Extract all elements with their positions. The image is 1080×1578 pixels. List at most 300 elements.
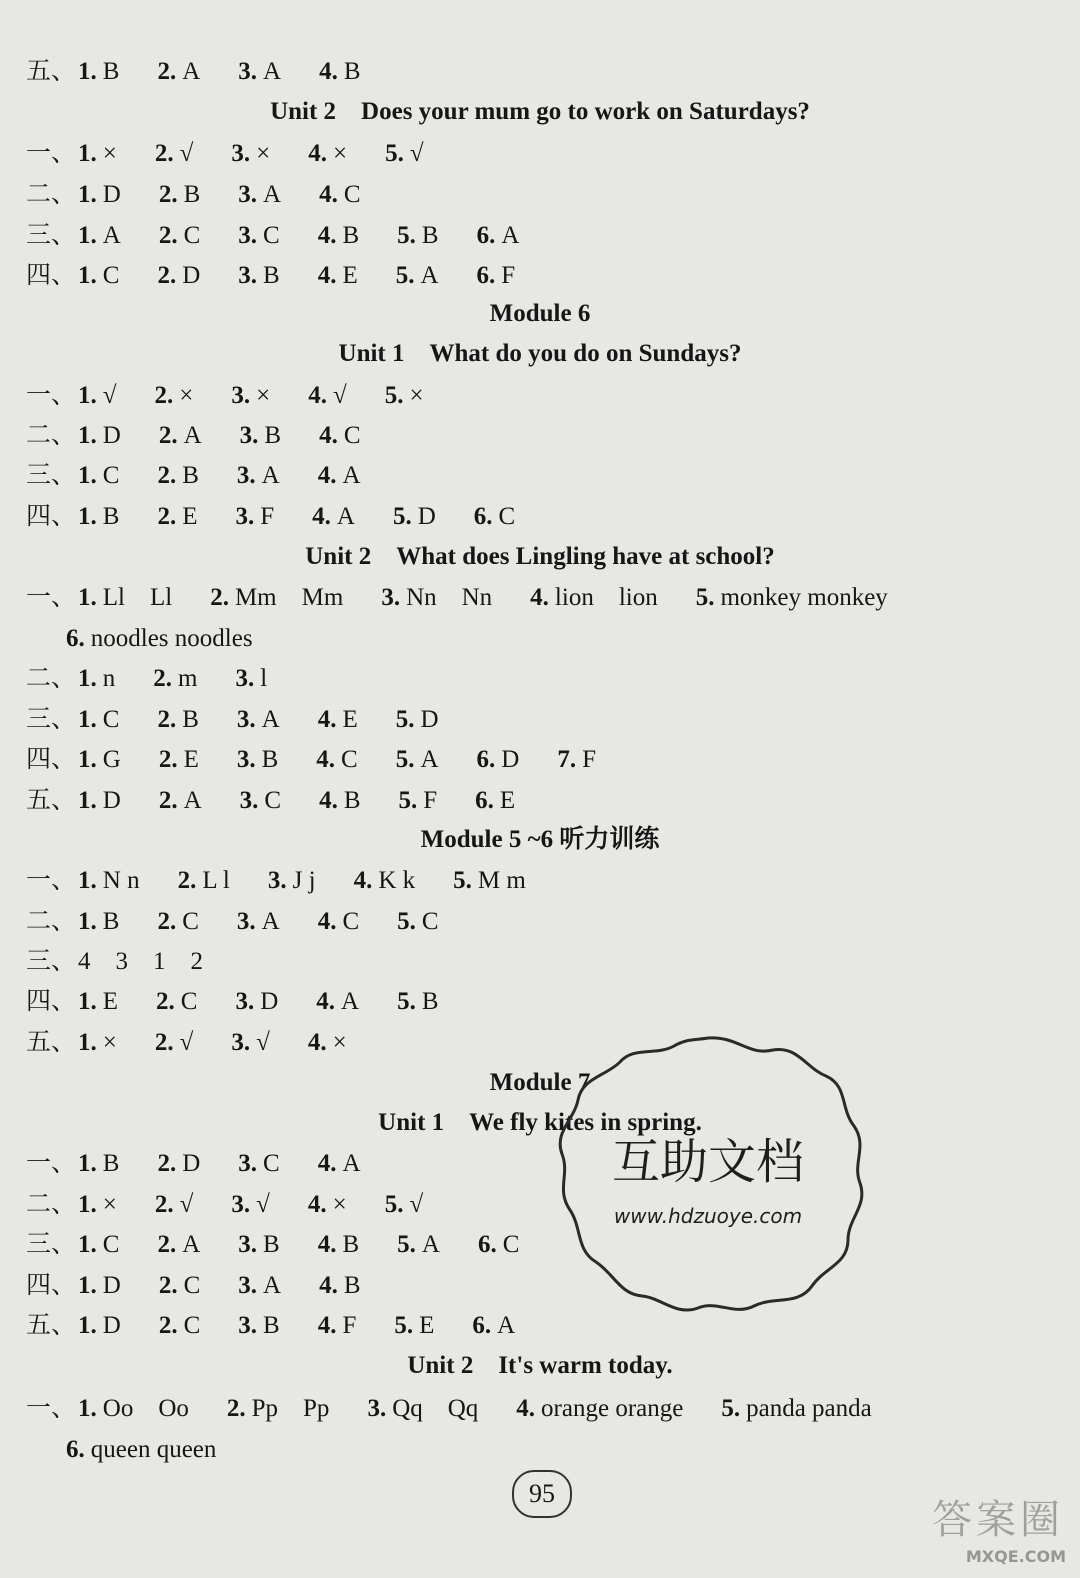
answer-value: Qq Qq <box>392 1395 479 1422</box>
answer-number: 5. <box>721 1395 741 1422</box>
answer-value: N n <box>102 867 140 894</box>
answer-number: 2. <box>158 1272 178 1299</box>
answer-value: A <box>336 503 355 530</box>
answer-number: 3. <box>238 58 258 85</box>
answer-item <box>312 497 355 537</box>
answer-row <box>26 1266 930 1306</box>
answer-value: orange orange <box>541 1395 684 1422</box>
stamp-url: www.hdzuoye.com <box>613 1204 803 1228</box>
answer-item <box>477 256 516 296</box>
answer-number: 6. <box>476 746 496 773</box>
answer-item <box>381 578 492 618</box>
answer-item <box>238 1266 281 1306</box>
answer-value: E <box>499 787 516 814</box>
answer-number: 3. <box>239 422 259 449</box>
answer-value: √ <box>409 140 424 167</box>
answer-number: 6. <box>475 787 494 814</box>
answer-number: 1. <box>78 1272 97 1299</box>
answer-number: 4. <box>307 1191 327 1218</box>
answer-value: √ <box>102 382 117 409</box>
answer-item <box>397 902 438 942</box>
answer-item <box>318 1144 361 1184</box>
answer-row <box>26 700 930 740</box>
page-number: 95 <box>512 1470 572 1518</box>
answer-value: C <box>343 181 361 208</box>
answer-item <box>78 700 119 740</box>
answer-value: × <box>102 1191 117 1218</box>
answer-item <box>78 52 119 92</box>
answer-number: 6. <box>477 1231 497 1258</box>
answer-number: 2. <box>158 787 178 814</box>
answer-number: 2. <box>158 746 178 773</box>
answer-value: B <box>342 1231 360 1258</box>
answer-item <box>235 497 274 537</box>
answer-item <box>156 982 197 1022</box>
answer-value: F <box>501 262 516 289</box>
answer-row <box>26 1225 930 1265</box>
answer-item <box>238 256 279 296</box>
question-section-label: 二、 <box>26 1191 77 1218</box>
question-section-label: 五、 <box>26 1312 77 1339</box>
answer-value: D <box>102 1312 121 1339</box>
section-heading: Module 7 <box>489 1069 591 1096</box>
answer-value: C <box>102 462 120 489</box>
answer-item <box>237 456 280 496</box>
answer-number: 6. <box>472 1312 492 1339</box>
answer-value: n <box>102 665 116 692</box>
answer-number: 4. <box>530 584 549 611</box>
answer-item <box>66 1430 216 1470</box>
answer-number: 1. <box>78 503 97 530</box>
answer-number: 1. <box>78 988 97 1015</box>
answer-row <box>26 497 930 537</box>
question-section-label: 一、 <box>26 867 77 894</box>
answer-number: 6. <box>473 503 493 530</box>
answer-item <box>475 781 515 821</box>
answer-number: 3. <box>231 140 251 167</box>
answer-number: 4. <box>316 988 336 1015</box>
answer-item <box>477 740 520 780</box>
answer-value: × <box>332 140 348 167</box>
answer-value: E <box>342 262 358 289</box>
answer-value: D <box>260 988 279 1015</box>
answer-item <box>78 216 121 256</box>
answer-item <box>157 700 198 740</box>
answer-value: × <box>102 140 117 167</box>
question-section-label: 三、 <box>26 706 77 733</box>
answer-value: B <box>343 1272 361 1299</box>
answer-item <box>157 52 200 92</box>
answer-value: E <box>342 706 358 733</box>
answer-number: 4. <box>319 181 338 208</box>
answer-value: A <box>497 1312 516 1339</box>
answer-number: 3. <box>236 462 256 489</box>
answer-number: 5. <box>695 584 715 611</box>
question-section-label: 二、 <box>26 181 77 208</box>
question-section-label: 一、 <box>26 140 77 167</box>
answer-item <box>319 416 360 456</box>
answer-item <box>237 700 280 740</box>
answer-item <box>240 416 281 456</box>
answer-value: B <box>343 58 361 85</box>
answer-number: 2. <box>157 503 177 530</box>
answer-number: 4. <box>319 787 338 814</box>
answer-number: 4. <box>317 1312 337 1339</box>
answer-number: 3. <box>238 181 258 208</box>
answer-item <box>319 781 360 821</box>
answer-number: 3. <box>238 1312 258 1339</box>
answer-number: 3. <box>236 746 256 773</box>
section-heading: Unit 2 It's warm today. <box>407 1352 673 1379</box>
answer-number: 3. <box>238 1272 258 1299</box>
answer-item <box>78 416 121 456</box>
answer-item <box>157 456 198 496</box>
answer-item <box>159 1306 200 1346</box>
answer-item <box>155 134 193 174</box>
answer-row <box>66 619 930 659</box>
answer-item <box>396 700 439 740</box>
answer-item <box>78 942 203 982</box>
answer-value: B <box>342 222 360 249</box>
answer-value: B <box>264 422 282 449</box>
answer-number: 1. <box>78 222 97 249</box>
answer-value: Oo Oo <box>102 1395 189 1422</box>
answer-value: A <box>182 58 201 85</box>
answer-value: × <box>102 1029 117 1056</box>
answer-number: 1. <box>78 1191 97 1218</box>
answer-number: 1. <box>78 1150 97 1177</box>
answer-row <box>26 1389 930 1429</box>
answer-number: 2. <box>226 1395 246 1422</box>
question-section-label: 一、 <box>26 1395 77 1422</box>
answer-value: A <box>341 988 360 1015</box>
answer-number: 4. <box>316 746 336 773</box>
answer-item <box>78 1144 119 1184</box>
question-section-label: 三、 <box>26 462 77 489</box>
answer-value: J j <box>292 867 316 894</box>
answer-item <box>268 861 316 901</box>
answer-value: √ <box>256 1029 270 1056</box>
answer-number: 2. <box>154 1191 174 1218</box>
answer-row <box>66 1430 930 1470</box>
answer-number: 3. <box>238 1150 258 1177</box>
answer-number: 3. <box>239 787 259 814</box>
answer-item <box>453 861 526 901</box>
answer-number: 5. <box>397 1231 416 1258</box>
answer-number: 6. <box>66 1436 85 1463</box>
answer-value: D <box>182 1150 201 1177</box>
answer-value: G <box>102 746 121 773</box>
answer-number: 1. <box>78 58 97 85</box>
answer-value: F <box>582 746 597 773</box>
answer-number: 5. <box>397 988 416 1015</box>
answer-item <box>235 982 278 1022</box>
answer-item <box>472 1306 515 1346</box>
answer-number: 2. <box>158 222 178 249</box>
answer-number: 2. <box>177 867 197 894</box>
answer-value: K k <box>378 867 416 894</box>
answer-item <box>78 1185 117 1225</box>
answer-row <box>26 1023 930 1063</box>
answer-value: A <box>420 262 439 289</box>
answer-number: 4. <box>312 503 331 530</box>
answer-number: 4. <box>307 1029 327 1056</box>
question-section-label: 一、 <box>26 584 77 611</box>
answer-value: B <box>421 988 439 1015</box>
answer-value: E <box>182 503 198 530</box>
answer-number: 4. <box>308 382 327 409</box>
answer-item <box>318 456 361 496</box>
answer-value: 4 3 1 2 <box>78 948 204 975</box>
answer-number: 4. <box>319 422 338 449</box>
answer-number: 5. <box>384 1191 404 1218</box>
answer-number: 5. <box>392 503 412 530</box>
answer-value: Nn Nn <box>406 584 493 611</box>
answer-value: B <box>183 181 201 208</box>
corner-watermark-logo <box>890 1488 1070 1568</box>
answer-item <box>385 1185 423 1225</box>
answer-number: 3. <box>381 584 401 611</box>
answer-value: F <box>423 787 438 814</box>
answer-row <box>26 1144 930 1184</box>
answer-item <box>238 52 281 92</box>
answer-number: 3. <box>238 222 258 249</box>
answer-value: noodles noodles <box>90 625 253 652</box>
answer-number: 1. <box>78 706 97 733</box>
answer-item <box>227 1389 330 1429</box>
answer-item <box>319 175 360 215</box>
answer-value: C <box>343 422 361 449</box>
answer-number: 2. <box>157 1150 177 1177</box>
answer-row <box>26 902 930 942</box>
answer-value: D <box>102 181 121 208</box>
answer-value: C <box>264 787 282 814</box>
answer-value: lion lion <box>554 584 658 611</box>
answer-number: 4. <box>317 1231 337 1258</box>
answer-item <box>238 1306 279 1346</box>
answer-item <box>159 416 202 456</box>
answer-value: l <box>260 665 268 692</box>
answer-item <box>78 740 121 780</box>
answer-number: 4. <box>516 1395 536 1422</box>
answer-item <box>78 781 121 821</box>
answer-value: √ <box>256 1191 270 1218</box>
question-section-label: 三、 <box>26 222 77 249</box>
answer-number: 4. <box>317 462 337 489</box>
answer-item <box>159 175 200 215</box>
answer-number: 7. <box>557 746 577 773</box>
answer-row <box>26 781 930 821</box>
answer-item <box>399 781 438 821</box>
answer-row <box>26 256 930 296</box>
answer-number: 6. <box>476 222 496 249</box>
answer-number: 2. <box>157 706 177 733</box>
section-heading: Unit 2 Does your mum go to work on Saturdays? <box>270 98 810 125</box>
answer-number: 2. <box>157 1231 177 1258</box>
answer-number: 3. <box>235 988 255 1015</box>
answer-item <box>238 1144 279 1184</box>
answer-value: C <box>102 262 120 289</box>
answer-value: √ <box>179 1191 194 1218</box>
answer-row <box>26 52 930 92</box>
answer-row <box>26 1185 930 1225</box>
answer-item <box>153 659 197 699</box>
answer-item <box>396 256 439 296</box>
answer-item <box>157 1225 200 1265</box>
answer-value: A <box>182 1231 201 1258</box>
answer-number: 3. <box>267 867 287 894</box>
answer-number: 1. <box>78 181 97 208</box>
answer-item <box>157 902 198 942</box>
answer-value: A <box>261 462 280 489</box>
answer-value: × <box>256 140 271 167</box>
answer-item <box>397 982 438 1022</box>
answer-item <box>316 982 359 1022</box>
answer-number: 3. <box>236 706 256 733</box>
answer-item <box>721 1389 871 1429</box>
answer-row <box>26 578 930 618</box>
answer-value: C <box>498 503 516 530</box>
question-section-label: 五、 <box>26 1029 77 1056</box>
answer-value: D <box>102 422 121 449</box>
answer-item <box>318 216 359 256</box>
answer-value: C <box>263 222 280 249</box>
answer-item <box>157 1144 200 1184</box>
answer-number: 5. <box>453 867 472 894</box>
answer-number: 2. <box>158 181 178 208</box>
answer-number: 1. <box>78 787 97 814</box>
answer-value: A <box>421 1231 440 1258</box>
question-section-label: 四、 <box>26 262 77 289</box>
answer-number: 2. <box>158 422 178 449</box>
answer-number: 3. <box>238 1231 258 1258</box>
section-heading: Unit 1 We fly kites in spring. <box>378 1109 702 1136</box>
answer-value: monkey monkey <box>720 584 888 611</box>
answer-item <box>78 376 116 416</box>
question-section-label: 四、 <box>26 746 77 773</box>
answer-number: 1. <box>78 908 97 935</box>
answer-item <box>78 1389 189 1429</box>
answer-item <box>66 619 253 659</box>
answer-value: E <box>102 988 119 1015</box>
answer-value: E <box>419 1312 435 1339</box>
answer-item <box>397 1225 440 1265</box>
answer-number: 4. <box>319 1272 338 1299</box>
answer-item <box>385 134 423 174</box>
answer-number: 5. <box>398 787 418 814</box>
section-heading: Unit 2 What does Lingling have at school? <box>305 543 775 570</box>
answer-number: 2. <box>157 462 177 489</box>
answer-item <box>393 497 436 537</box>
answer-value: B <box>343 787 361 814</box>
answer-item <box>159 1266 200 1306</box>
answer-value: B <box>421 222 439 249</box>
question-section-label: 三、 <box>26 1231 77 1258</box>
answer-item <box>318 1225 359 1265</box>
question-section-label: 四、 <box>26 988 77 1015</box>
answer-value: C <box>183 1272 201 1299</box>
answer-number: 6. <box>476 262 496 289</box>
answer-row <box>26 659 930 699</box>
answer-item <box>696 578 888 618</box>
answer-item <box>157 256 200 296</box>
answer-row <box>26 861 930 901</box>
answer-number: 2. <box>153 665 173 692</box>
answer-value: D <box>501 746 520 773</box>
answer-item <box>155 1185 193 1225</box>
answer-value: A <box>501 222 520 249</box>
watermark-site: MXQE.COM <box>965 1547 1066 1566</box>
answer-value: B <box>102 1150 120 1177</box>
answer-number: 4. <box>353 867 373 894</box>
answer-number: 3. <box>231 1191 251 1218</box>
answer-value: B <box>102 503 120 530</box>
answer-number: 1. <box>78 1029 97 1056</box>
answer-item <box>237 902 280 942</box>
answer-item <box>557 740 596 780</box>
answer-number: 3. <box>235 503 255 530</box>
answer-value: √ <box>179 140 194 167</box>
answer-value: C <box>421 908 439 935</box>
answer-value: Mm Mm <box>234 584 344 611</box>
answer-value: A <box>261 706 280 733</box>
answer-item <box>308 1185 347 1225</box>
answer-number: 2. <box>154 140 174 167</box>
answer-number: 3. <box>236 908 256 935</box>
answer-value: A <box>342 462 361 489</box>
answer-number: 5. <box>384 382 404 409</box>
answer-value: B <box>261 746 279 773</box>
answer-value: D <box>102 787 121 814</box>
answer-value: Ll Ll <box>102 584 173 611</box>
question-section-label: 二、 <box>26 908 77 935</box>
answer-item <box>78 1023 117 1063</box>
answer-row <box>26 216 930 256</box>
answer-value: B <box>263 1231 280 1258</box>
answer-item <box>235 659 267 699</box>
answer-value: √ <box>332 382 347 409</box>
answer-number: 1. <box>78 1231 97 1258</box>
answer-value: F <box>260 503 275 530</box>
section-heading: Unit 1 What do you do on Sundays? <box>338 340 742 367</box>
answer-row <box>26 175 930 215</box>
answer-value: L l <box>202 867 230 894</box>
answer-number: 2. <box>156 988 175 1015</box>
answer-number: 4. <box>308 140 327 167</box>
answer-value: C <box>502 1231 520 1258</box>
answer-value: D <box>417 503 436 530</box>
answer-number: 1. <box>78 1312 97 1339</box>
answer-value: × <box>179 382 194 409</box>
answer-value: A <box>342 1150 361 1177</box>
answer-row <box>26 134 930 174</box>
answer-item <box>78 578 172 618</box>
answer-number: 1. <box>78 584 97 611</box>
answer-value: C <box>263 1150 280 1177</box>
answer-item <box>318 256 358 296</box>
answer-number: 5. <box>395 706 415 733</box>
answer-item <box>78 1306 121 1346</box>
answer-number: 2. <box>210 584 229 611</box>
answer-value: A <box>263 181 282 208</box>
answer-value: M m <box>477 867 526 894</box>
answer-number: 4. <box>319 58 338 85</box>
answer-item <box>78 982 118 1022</box>
answer-item <box>78 902 119 942</box>
answer-value: C <box>183 222 201 249</box>
answer-item <box>319 52 360 92</box>
stamp-title: 互助文档 <box>611 1134 805 1190</box>
